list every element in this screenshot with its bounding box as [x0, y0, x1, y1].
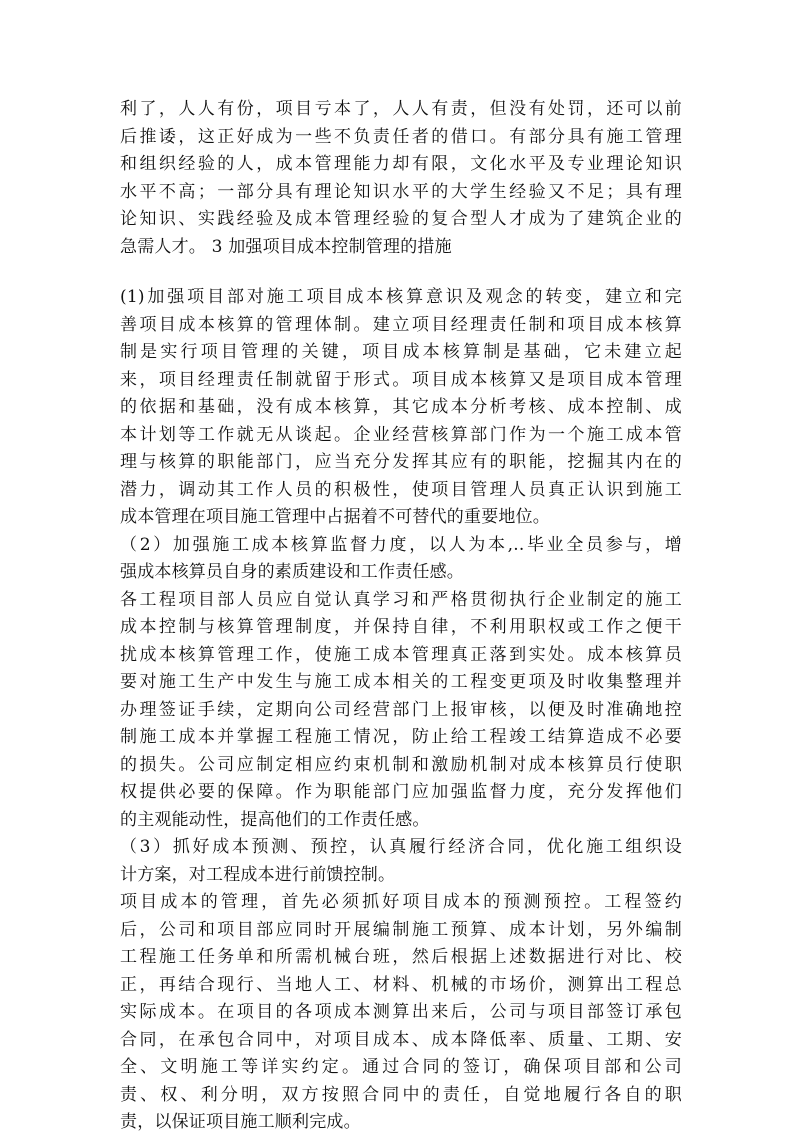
- text-line: 和组织经验的人，成本管理能力却有限，文化水平及专业理论知识: [120, 154, 682, 174]
- text-line: 责，以保证项目施工顺利完成。: [120, 1112, 361, 1132]
- text-line: 本计划等工作就无从谈起。企业经营核算部门作为一个施工成本管: [120, 424, 682, 445]
- text-line: （3）抓好成本预测、预控，认真履行经济合同，优化施工组织设: [120, 837, 682, 857]
- section-heading-line: 急需人才。 3 加强项目成本控制管理的措施: [120, 236, 452, 257]
- text-line: 的损失。公司应制定相应约束机制和激励机制对成本核算员行使职: [120, 754, 682, 775]
- text-line: 责、权、利分明，双方按照合同中的责任，自觉地履行各自的职: [120, 1084, 682, 1105]
- text-line: (1)加强项目部对施工项目成本核算意识及观念的转变，建立和完: [120, 287, 682, 307]
- text-line: 制施工成本并掌握工程施工情况，防止给工程竣工结算造成不必要: [120, 727, 682, 747]
- paragraph-measures: [120, 284, 682, 1137]
- text-line: 合同，在承包合同中，对项目成本、成本降低率、质量、工期、安: [120, 1029, 682, 1050]
- text-line: 后推诿，这正好成为一些不负责任者的借口。有部分具有施工管理: [120, 126, 682, 147]
- text-line: 的依据和基础，没有成本核算，其它成本分析考核、成本控制、成: [120, 397, 682, 417]
- text-line: 工程施工任务单和所需机械台班，然后根据上述数据进行对比、校: [120, 947, 682, 967]
- text-line: 成本管理在项目施工管理中占据着不可替代的重要地位。: [120, 507, 550, 527]
- text-line: 权提供必要的保障。作为职能部门应加强监督力度，充分发挥他们: [120, 782, 682, 802]
- text-line: 善项目成本核算的管理体制。建立项目经理责任制和项目成本核算: [120, 314, 682, 335]
- text-line: 各工程项目部人员应自觉认真学习和严格贯彻执行企业制定的施工: [120, 589, 682, 610]
- text-line: 利了，人人有份，项目亏本了，人人有责，但没有处罚，还可以前: [120, 99, 682, 119]
- text-line: 论知识、实践经验及成本管理经验的复合型人才成为了建筑企业的: [120, 209, 682, 229]
- text-line: 后，公司和项目部应同时开展编制施工预算、成本计划，另外编制: [120, 919, 682, 940]
- paragraph-intro: [120, 96, 682, 261]
- text-line: 潜力，调动其工作人员的积极性，使项目管理人员真正认识到施工: [120, 479, 682, 500]
- text-line: 制是实行项目管理的关键，项目成本核算制是基础，它未建立起: [120, 342, 682, 362]
- text-line: 全、文明施工等详实约定。通过合同的签订，确保项目部和公司: [120, 1057, 682, 1077]
- text-line: 来，项目经理责任制就留于形式。项目成本核算又是项目成本管理: [120, 369, 682, 390]
- text-line: 计方案，对工程成本进行前馈控制。: [120, 864, 396, 885]
- text-line: 成本控制与核算管理制度，并保持自律，不利用职权或工作之便干: [120, 617, 682, 637]
- text-line: 理与核算的职能部门，应当充分发挥其应有的职能，挖掘其内在的: [120, 452, 682, 472]
- text-line: 强成本核算员自身的素质建设和工作责任感。: [120, 562, 464, 582]
- text-line: 水平不高；一部分具有理论知识水平的大学生经验又不足；具有理: [120, 181, 682, 202]
- text-line: 的主观能动性，提高他们的工作责任感。: [120, 809, 430, 830]
- text-line: 办理签证手续，定期向公司经营部门上报审核，以便及时准确地控: [120, 699, 682, 720]
- text-line: 要对施工生产中发生与施工成本相关的工程变更项及时收集整理并: [120, 672, 682, 692]
- text-line: 项目成本的管理，首先必须抓好项目成本的预测预控。工程签约: [120, 892, 682, 912]
- text-line: 正，再结合现行、当地人工、材料、机械的市场价，测算出工程总: [120, 974, 682, 995]
- text-line: （2）加强施工成本核算监督力度，以人为本,..毕业全员参与，增: [120, 534, 682, 555]
- paragraph-gap: [120, 261, 682, 284]
- document-page: [120, 96, 682, 1137]
- text-line: 实际成本。在项目的各项成本测算出来后，公司与项目部签订承包: [120, 1002, 682, 1022]
- text-line: 扰成本核算管理工作，使施工成本管理真正落到实处。成本核算员: [120, 644, 682, 665]
